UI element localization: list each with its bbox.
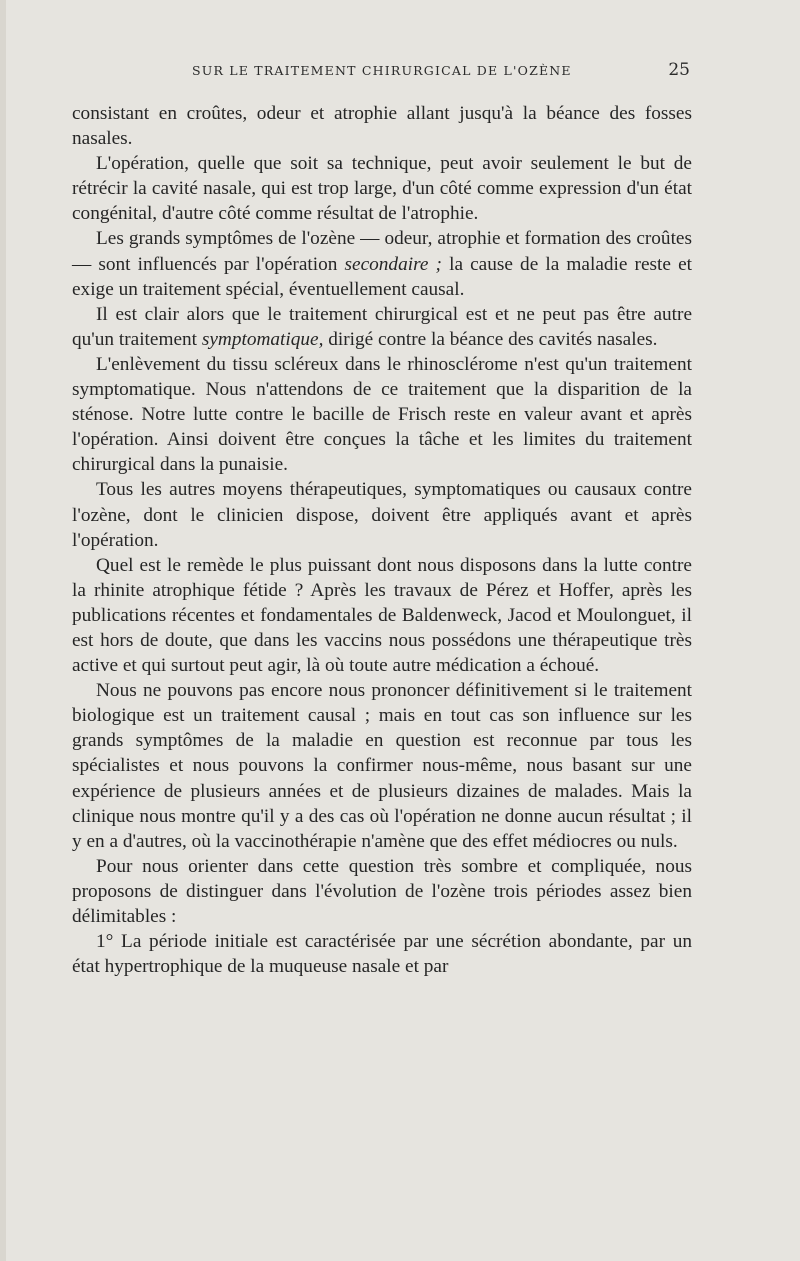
text-run: consistant en croûtes, odeur et atrophie allant jusqu'à la béance des fosses nasales. [72, 103, 692, 150]
paragraph [72, 352, 692, 477]
text-run: Pour nous orienter dans cette question très sombre et compliquée, nous proposons de distinguer dans l'évolution de l'ozène trois périodes assez bien délimitables : [72, 855, 692, 927]
italic-term: secondaire ; [344, 253, 442, 275]
text-run: Tous les autres moyens thérapeutiques, symptomatiques ou causaux contre l'ozène, dont le clinicien dispose, doivent être appliqués avant et après l'opération. [72, 479, 692, 551]
paragraph [72, 553, 692, 678]
text-run: L'opération, quelle que soit sa technique, peut avoir seulement le but de rétrécir la cavité nasale, qui est trop large, d'un côté comme expression d'un état congénital, d'autre côté comme résultat de l'atrophie. [72, 153, 692, 225]
paragraph [72, 678, 692, 854]
text-run: Nous ne pouvons pas encore nous prononcer définitivement si le traitement biologique est un traitement causal ; mais en tout cas son influence sur les grands symptômes de la maladie en question est reconnue par tous les spécialistes et nous pouvons la confirmer nous-même, nous basant sur une expérience de plusieurs années et de plusieurs dizaines de malades. Mais la clinique nous montre qu'il y a des cas où l'opération ne donne aucun résultat ; il y en a d'autres, où la vaccinothérapie n'amène que des effet médiocres ou nuls. [72, 680, 692, 852]
text-run: dirigé contre la béance des cavités nasales. [323, 328, 658, 350]
text-run: la cause de la maladie reste et exige un traitement spécial, éventuellement causal. [72, 253, 692, 300]
text-run: Il est clair alors que le traitement chirurgical est et ne peut pas être autre qu'un traitement [72, 303, 692, 350]
paragraph [72, 929, 692, 979]
paragraph [72, 477, 692, 552]
page-number: 25 [668, 60, 690, 80]
paragraph [72, 101, 692, 151]
text-run: L'enlèvement du tissu scléreux dans le rhinosclérome n'est qu'un traitement symptomatique. Nous n'attendons de ce traitement que la disparition de la sténose. Notre lutte contre le bacille de Frisch reste en valeur avant et après l'opération. Ainsi doivent être conçues la tâche et les limites du traitement chirurgical dans la punaisie. [72, 353, 692, 476]
italic-term: symptomatique, [201, 328, 324, 350]
running-head: SUR LE TRAITEMENT CHIRURGICAL DE L'OZÈNE [192, 63, 572, 78]
paragraph [72, 854, 692, 929]
text-run: Les grands symptômes de l'ozène — odeur, atrophie et formation des croûtes — sont influencés par l'opération [72, 228, 692, 275]
paragraph [72, 302, 692, 352]
page-header [72, 60, 692, 84]
body-text [72, 101, 692, 979]
text-run: 1° La période initiale est caractérisée par une sécrétion abondante, par un état hypertrophique de la muqueuse nasale et par [72, 931, 692, 978]
paragraph [72, 151, 692, 226]
text-run: Quel est le remède le plus puissant dont nous disposons dans la lutte contre la rhinite atrophique fétide ? Après les travaux de Pérez et Hoffer, après les publications récentes et fondamentales de Baldenweck, Jacod et Moulonguet, il est hors de doute, que dans les vaccins nous possédons une thérapeutique très active et qui surtout peut agir, là où toute autre médication a échoué. [72, 554, 692, 677]
paragraph [72, 226, 692, 301]
